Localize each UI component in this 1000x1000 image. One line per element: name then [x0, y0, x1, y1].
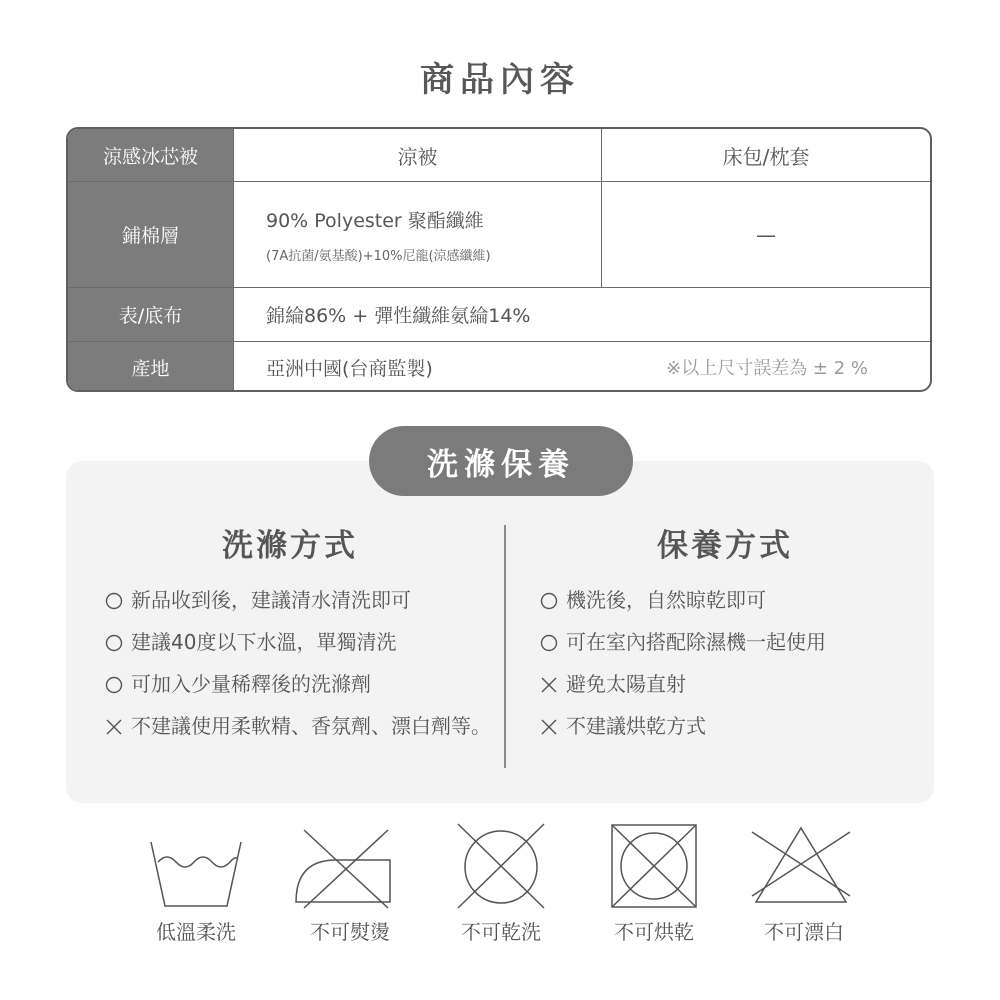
wash-list	[105, 585, 495, 753]
wash-method-title: 洗滌方式	[222, 528, 358, 564]
circle-icon	[105, 669, 127, 700]
origin-value-cell	[234, 342, 930, 392]
no-iron-icon	[290, 822, 392, 910]
cross-icon	[540, 711, 562, 742]
low-temp-wash-icon	[145, 822, 247, 910]
column-header-quilt-label: 涼被	[397, 144, 438, 169]
list-item: 可在室內搭配除濕機一起使用	[540, 627, 930, 658]
cross-icon	[540, 669, 562, 700]
filling-line-2: (7A抗菌/氨基酸)+10%尼龍(涼感纖維)	[266, 248, 491, 264]
spec-table	[66, 127, 932, 392]
symbol-label: 不可乾洗	[461, 920, 541, 944]
list-item: 不建議烘乾方式	[540, 711, 930, 742]
circle-icon	[105, 627, 127, 658]
origin-label: 產地	[68, 342, 234, 392]
cross-icon	[105, 711, 127, 742]
column-header-bedding	[602, 129, 930, 181]
filling-line-1: 90% Polyester 聚酯纖維	[266, 209, 484, 232]
list-item: 不建議使用柔軟精、香氛劑、漂白劑等。	[105, 711, 495, 742]
symbol-label: 不可漂白	[764, 920, 844, 944]
circle-icon	[105, 585, 127, 616]
column-divider	[504, 525, 506, 768]
list-item: 新品收到後，建議清水清洗即可	[105, 585, 495, 616]
filling-bedding-value	[602, 182, 930, 287]
circle-icon	[540, 627, 562, 658]
product-name-cell: 涼感冰芯被	[68, 129, 234, 181]
filling-value	[234, 182, 602, 287]
symbol-label: 不可烘乾	[614, 920, 694, 944]
maintenance-list	[540, 585, 930, 753]
table-row-filling	[68, 181, 930, 287]
table-row-fabric	[68, 287, 930, 341]
column-header-quilt	[234, 129, 602, 181]
filling-dash: —	[756, 222, 776, 247]
origin-value: 亞洲中國(台商監製)	[266, 357, 433, 380]
circle-icon	[540, 585, 562, 616]
page-title: 商品內容	[420, 60, 580, 100]
filling-label: 鋪棉層	[68, 182, 234, 287]
column-header-bedding-label: 床包/枕套	[722, 144, 810, 169]
fabric-value-cell	[234, 288, 930, 341]
symbol-label: 不可熨燙	[310, 920, 390, 944]
symbol-label: 低溫柔洗	[156, 920, 236, 944]
table-row-origin	[68, 341, 930, 392]
no-dry-clean-icon	[450, 822, 552, 910]
size-tolerance-note: ※以上尺寸誤差為 ± 2 %	[666, 358, 868, 379]
fabric-label: 表/底布	[68, 288, 234, 341]
maintenance-method-title: 保養方式	[657, 528, 793, 564]
no-bleach-icon	[750, 822, 852, 910]
list-item: 可加入少量稀釋後的洗滌劑	[105, 669, 495, 700]
no-tumble-dry-icon	[603, 822, 705, 910]
care-section-title: 洗滌保養	[369, 426, 633, 496]
fabric-value: 錦綸86% + 彈性纖維氨綸14%	[266, 305, 531, 327]
list-item: 建議40度以下水溫，單獨清洗	[105, 627, 495, 658]
list-item: 避免太陽直射	[540, 669, 930, 700]
list-item: 機洗後，自然晾乾即可	[540, 585, 930, 616]
table-header-row	[68, 129, 930, 181]
